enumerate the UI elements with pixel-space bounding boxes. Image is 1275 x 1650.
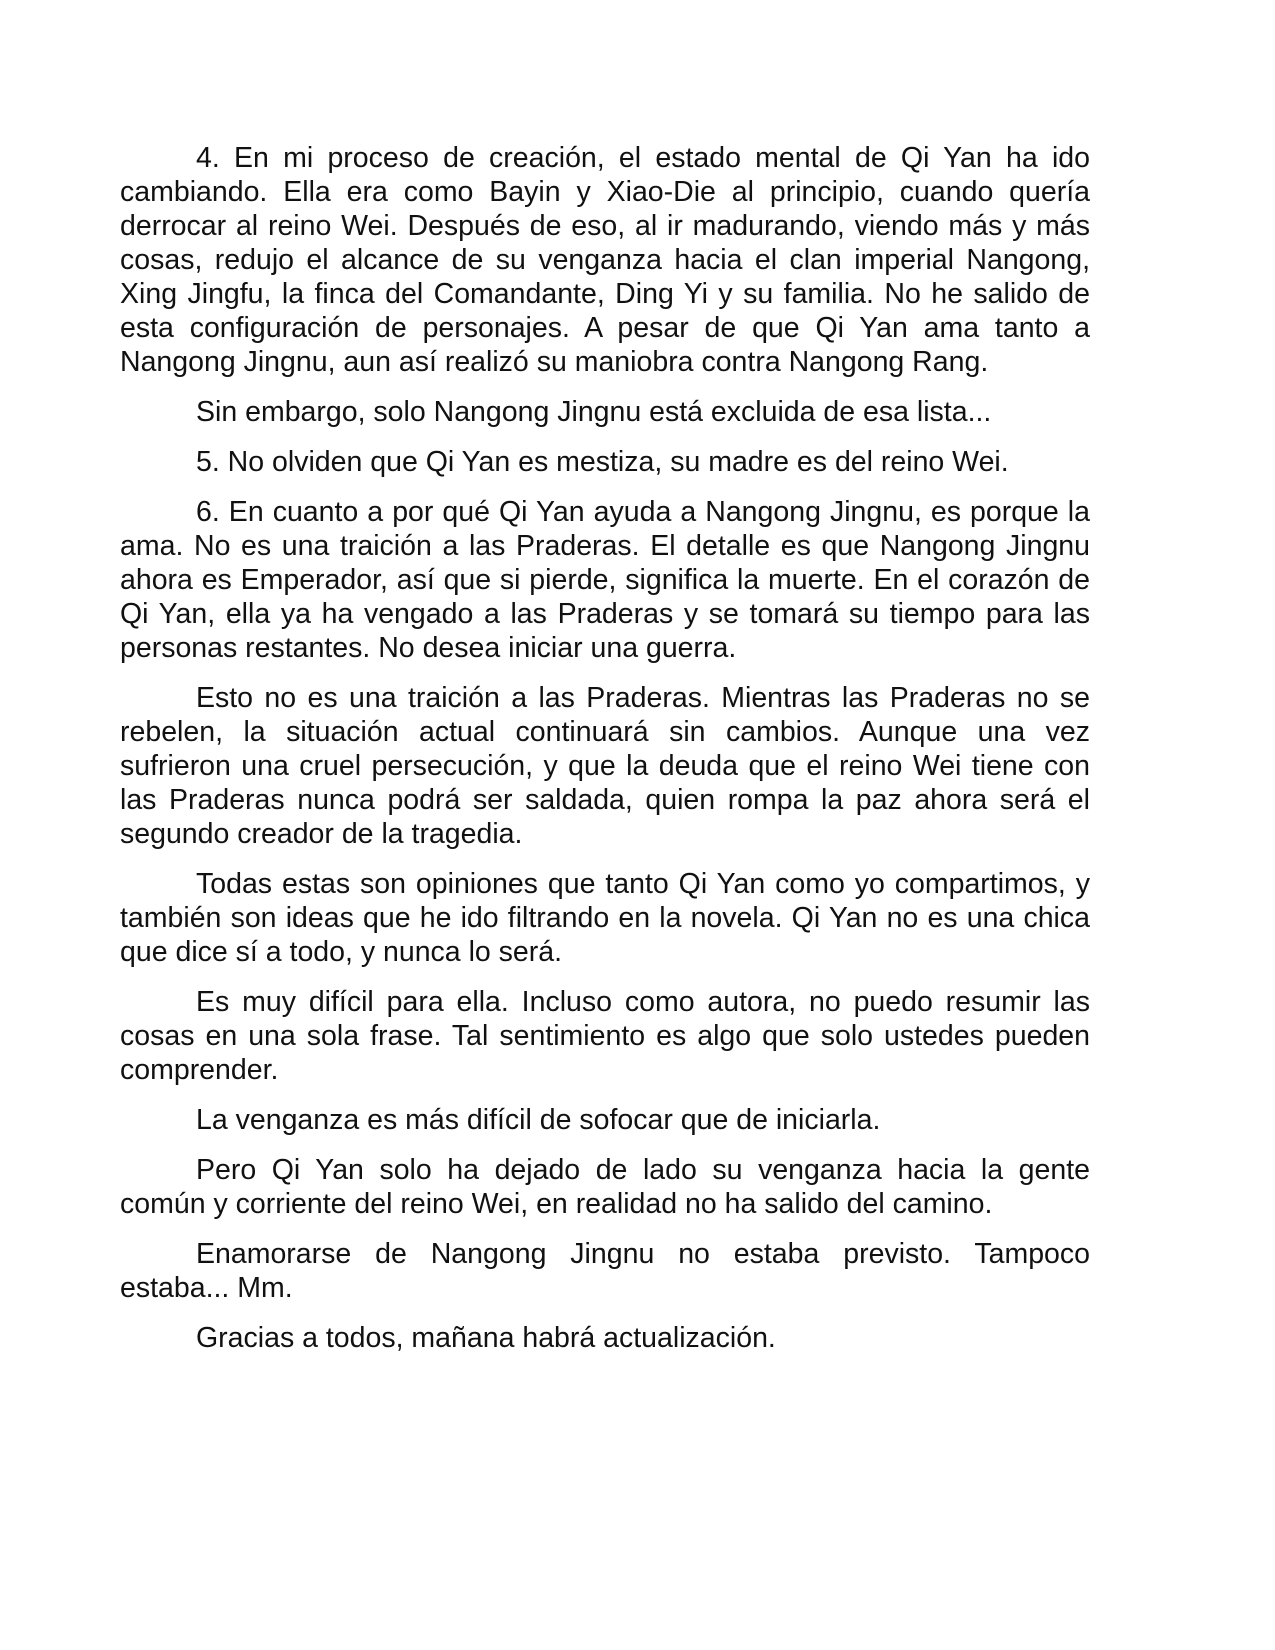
paragraph-point-4: 4. En mi proceso de creación, el estado mental de Qi Yan ha ido cambiando. Ella era como Bayin y Xiao-Die al principio, cuando quería derrocar al reino Wei. Después de eso, al ir madurando, viendo más y más cosas, redujo el alcance de su venganza hacia el clan imperial Nangong, Xing Jingfu, la finca del Comandante, Ding Yi y su familia. No he salido de esta configuración de personajes. A pesar de que Qi Yan ama tanto a Nangong Jingnu, aun así realizó su maniobra contra Nangong Rang.: [120, 142, 1090, 378]
document-page: [120, 141, 1090, 1371]
paragraph-common-people: Pero Qi Yan solo ha dejado de lado su venganza hacia la gente común y corriente del reino Wei, en realidad no ha salido del camino.: [120, 1154, 1090, 1220]
paragraph-revenge: La venganza es más difícil de sofocar que de iniciarla.: [196, 1104, 881, 1136]
paragraph-point-5: 5. No olviden que Qi Yan es mestiza, su madre es del reino Wei.: [196, 446, 1009, 478]
paragraph-not-betrayal: Esto no es una traición a las Praderas. Mientras las Praderas no se rebelen, la situación actual continuará sin cambios. Aunque una vez sufrieron una cruel persecución, y que la deuda que el reino Wei tiene con las Praderas nunca podrá ser saldada, quien rompa la paz ahora será el segundo creador de la tragedia.: [120, 682, 1090, 850]
paragraph-exclusion: Sin embargo, solo Nangong Jingnu está excluida de esa lista...: [196, 396, 992, 428]
paragraph-difficult: Es muy difícil para ella. Incluso como autora, no puedo resumir las cosas en una sola frase. Tal sentimiento es algo que solo ustedes pueden comprender.: [120, 986, 1090, 1086]
paragraph-shared-opinions: Todas estas son opiniones que tanto Qi Yan como yo compartimos, y también son ideas que he ido filtrando en la novela. Qi Yan no es una chica que dice sí a todo, y nunca lo será.: [120, 868, 1090, 968]
paragraph-falling-in-love: Enamorarse de Nangong Jingnu no estaba previsto. Tampoco estaba... Mm.: [120, 1238, 1090, 1304]
paragraph-point-6: 6. En cuanto a por qué Qi Yan ayuda a Nangong Jingnu, es porque la ama. No es una traición a las Praderas. El detalle es que Nangong Jingnu ahora es Emperador, así que si pierde, significa la muerte. En el corazón de Qi Yan, ella ya ha vengado a las Praderas y se tomará su tiempo para las personas restantes. No desea iniciar una guerra.: [120, 496, 1090, 664]
paragraph-thanks: Gracias a todos, mañana habrá actualización.: [196, 1322, 776, 1354]
